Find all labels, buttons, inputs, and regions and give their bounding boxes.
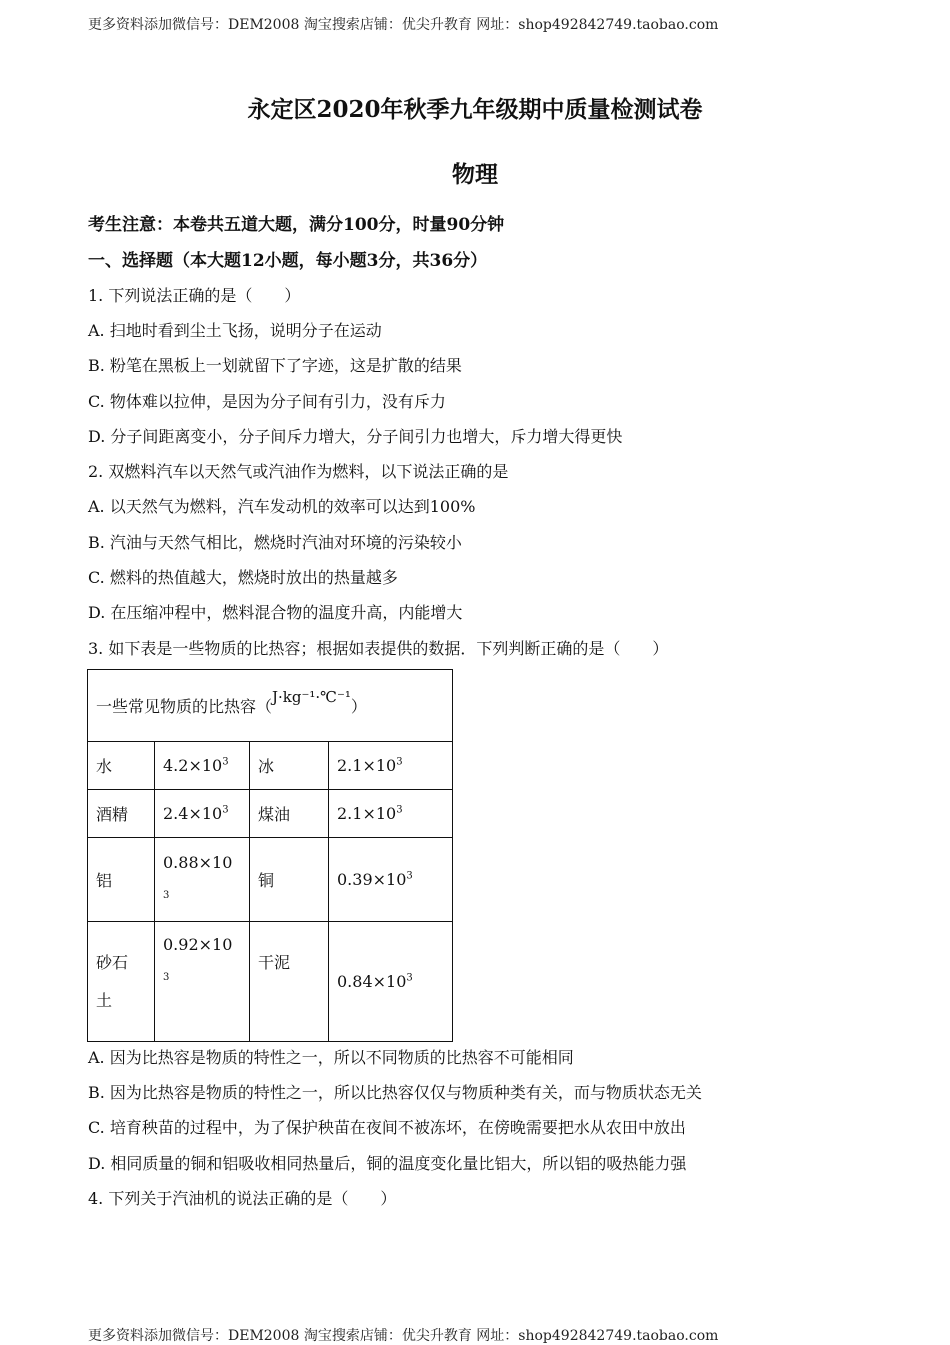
material-cell: 铜 [250, 838, 329, 922]
question-1-option-a: A. 扫地时看到尘土飞扬，说明分子在运动 [88, 321, 382, 340]
question-3-option-a: A. 因为比热容是物质的特性之一，所以不同物质的比热容不可能相同 [88, 1048, 574, 1067]
table-caption-row [88, 670, 453, 742]
table-row [88, 790, 453, 838]
material-cell: 砂石 土 [88, 922, 155, 1042]
value-cell: $2.1\times 10^3$ [329, 790, 453, 838]
table-row [88, 922, 453, 1042]
exam-notice: 考生注意：本卷共五道大题，满分100分，时量90分钟 [88, 215, 505, 235]
material-cell: 干泥 [250, 922, 329, 1042]
question-1-stem: 1. 下列说法正确的是（ ） [88, 286, 301, 305]
question-4-stem: 4. 下列关于汽油机的说法正确的是（ ） [88, 1189, 397, 1208]
value-cell: $0.39\times 10^3$ [329, 838, 453, 922]
question-3-option-d: D. 相同质量的铜和铝吸收相同热量后，铜的温度变化量比铝大，所以铝的吸热能力强 [88, 1154, 687, 1173]
subject-title: 物理 [452, 161, 498, 188]
question-3-option-c: C. 培育秧苗的过程中，为了保护秧苗在夜间不被冻坏，在傍晚需要把水从农田中放出 [88, 1118, 686, 1137]
question-2-stem: 2. 双燃料汽车以天然气或汽油作为燃料，以下说法正确的是 [88, 462, 509, 481]
question-1-option-d: D. 分子间距离变小，分子间斥力增大，分子间引力也增大，斥力增大得更快 [88, 427, 623, 446]
value-cell: $0.84\times 10^3$ [329, 922, 453, 1042]
question-2-option-a: A. 以天然气为燃料，汽车发动机的效率可以达到100% [88, 497, 476, 516]
section-heading-choice: 一、选择题（本大题12小题，每小题3分，共36分） [88, 251, 488, 271]
specific-heat-table [87, 669, 453, 1042]
table-row [88, 838, 453, 922]
question-2-option-d: D. 在压缩冲程中，燃料混合物的温度升高，内能增大 [88, 603, 463, 622]
page-footer-ad: 更多资料添加微信号：DEM2008 淘宝搜索店铺：优尖升教育 网址：shop492842749.taobao.com [88, 1328, 719, 1344]
unit-label: J·kg⁻¹·℃⁻¹ [272, 688, 351, 706]
material-cell: 铝 [88, 838, 155, 922]
value-cell: $4.2\times 10^3$ [155, 742, 250, 790]
question-3-option-b: B. 因为比热容是物质的特性之一，所以比热容仅仅与物质种类有关，而与物质状态无关 [88, 1083, 702, 1102]
table-row [88, 742, 453, 790]
table-caption: 一些常见物质的比热容（J·kg⁻¹·℃⁻¹） [88, 670, 453, 742]
exam-title: 永定区2020年秋季九年级期中质量检测试卷 [247, 96, 703, 123]
value-cell: 0.92×10 3 [155, 922, 250, 1042]
material-cell: 冰 [250, 742, 329, 790]
question-1-option-b: B. 粉笔在黑板上一划就留下了字迹，这是扩散的结果 [88, 356, 462, 375]
material-cell: 酒精 [88, 790, 155, 838]
material-cell: 水 [88, 742, 155, 790]
question-2-option-b: B. 汽油与天然气相比，燃烧时汽油对环境的污染较小 [88, 533, 462, 552]
question-2-option-c: C. 燃料的热值越大，燃烧时放出的热量越多 [88, 568, 398, 587]
page-header-ad: 更多资料添加微信号：DEM2008 淘宝搜索店铺：优尖升教育 网址：shop492842749.taobao.com [88, 17, 719, 33]
value-cell: $2.4\times 10^3$ [155, 790, 250, 838]
material-cell: 煤油 [250, 790, 329, 838]
question-1-option-c: C. 物体难以拉伸，是因为分子间有引力，没有斥力 [88, 392, 446, 411]
value-cell: 0.88×10 3 [155, 838, 250, 922]
value-cell: $2.1\times 10^3$ [329, 742, 453, 790]
question-3-stem: 3. 如下表是一些物质的比热容；根据如表提供的数据．下列判断正确的是（ ） [88, 639, 669, 658]
